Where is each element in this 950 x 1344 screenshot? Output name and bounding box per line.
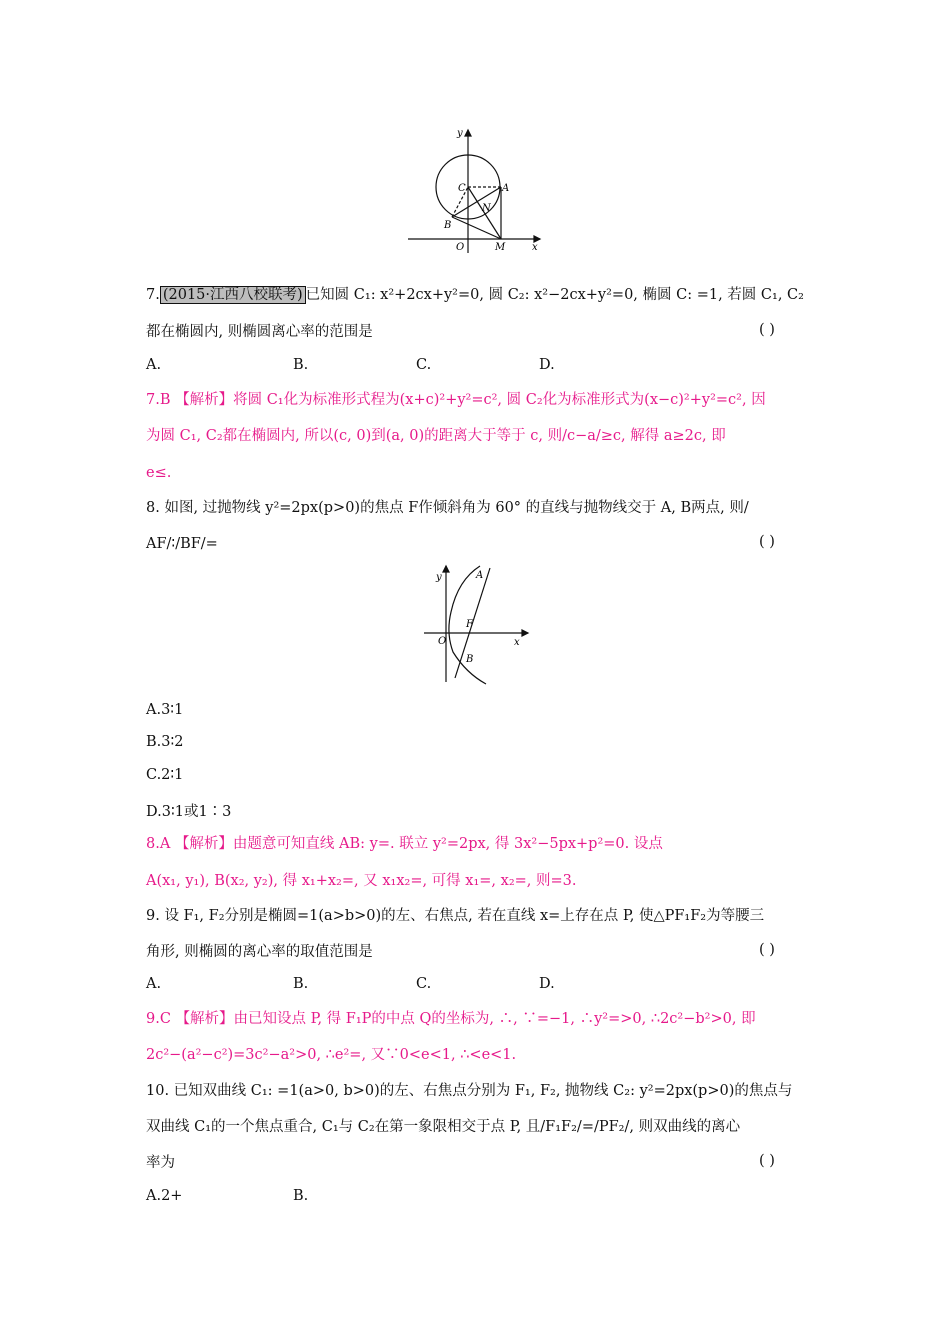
q7-option-d: D.: [539, 357, 555, 373]
label-a: A: [502, 183, 510, 194]
label-o: O: [438, 636, 447, 647]
q9-option-d: D.: [539, 976, 555, 992]
q10-stem3: 率为: [146, 1155, 175, 1171]
label-b: B: [466, 654, 474, 665]
q9-option-a: A.: [146, 976, 162, 992]
label-x: x: [514, 637, 520, 648]
label-o: O: [456, 242, 465, 253]
q7-answer-paren: ( ): [759, 322, 775, 338]
q7-stem-text: 已知圆 C₁: x²+2cx+y²=0, 圆 C₂: x²−2cx+y²=0, 椭圆 C: =1, 若圆 C₁, C₂: [305, 287, 804, 303]
circle-figure: [400, 118, 550, 258]
q10-answer-paren: ( ): [759, 1153, 775, 1169]
q7-stem2: 都在椭圆内, 则椭圆离心率的范围是: [146, 324, 373, 340]
q7-number: 7.: [146, 287, 160, 303]
q8-option-b: B.3∶2: [146, 734, 184, 750]
s9-line2: 2c²−(a²−c²)=3c²−a²>0, ∴e²=, 又∵0<e<1, ∴<e<1.: [146, 1047, 517, 1063]
q10-option-a: A.2+: [146, 1188, 183, 1204]
q8-option-a: A.3∶1: [146, 702, 184, 718]
q8-option-d: D.3∶1或1∶3: [146, 804, 232, 820]
s7-line3: e≤.: [146, 465, 172, 481]
label-x: x: [532, 242, 538, 253]
q9-stem: 9. 设 F₁, F₂分别是椭圆=1(a>b>0)的左、右焦点, 若在直线 x=上存在点 P, 使△PF₁F₂为等腰三: [146, 908, 765, 924]
q9-stem2: 角形, 则椭圆的离心率的取值范围是: [146, 944, 373, 960]
q8-stem2: AF/∶/BF/=: [146, 536, 218, 552]
q9-answer-paren: ( ): [759, 942, 775, 958]
s7-line1: 7.B 【解析】将圆 C₁化为标准形式程为(x+c)²+y²=c², 圆 C₂化为标准形式为(x−c)²+y²=c², 因: [146, 392, 766, 408]
s7-line2: 为圆 C₁, C₂都在椭圆内, 所以(c, 0)到(a, 0)的距离大于等于 c, 则/c−a/≥c, 解得 a≥2c, 即: [146, 428, 726, 444]
label-c: C: [458, 183, 466, 194]
q9-option-c: C.: [416, 976, 432, 992]
q8-option-c: C.2∶1: [146, 767, 184, 783]
s8-line2: A(x₁, y₁), B(x₂, y₂), 得 x₁+x₂=, 又 x₁x₂=, 可得 x₁=, x₂=, 则=3.: [146, 873, 577, 889]
label-n: N: [482, 203, 491, 214]
s9-line1: 9.C 【解析】由已知设点 P, 得 F₁P的中点 Q的坐标为, ∴, ∵=−1, ∴y²=>0, ∴2c²−b²>0, 即: [146, 1011, 756, 1027]
q10-stem2: 双曲线 C₁的一个焦点重合, C₁与 C₂在第一象限相交于点 P, 且/F₁F₂/=/PF₂/, 则双曲线的离心: [146, 1119, 741, 1135]
s8-line1: 8.A 【解析】由题意可知直线 AB: y=. 联立 y²=2px, 得 3x²−5px+p²=0. 设点: [146, 836, 663, 852]
parabola-figure: [418, 560, 538, 690]
q10-option-b: B.: [293, 1188, 309, 1204]
label-m: M: [495, 242, 506, 253]
q8-stem: 8. 如图, 过抛物线 y²=2px(p>0)的焦点 F作倾斜角为 60° 的直线与抛物线交于 A, B两点, 则/: [146, 500, 749, 516]
q10-stem: 10. 已知双曲线 C₁: =1(a>0, b>0)的左、右焦点分别为 F₁, F₂, 抛物线 C₂: y²=2px(p>0)的焦点与: [146, 1083, 793, 1099]
q9-option-b: B.: [293, 976, 309, 992]
label-b: B: [444, 220, 452, 231]
q7-source-tag: (2015·江西八校联考): [160, 286, 306, 304]
q7-option-b: B.: [293, 357, 309, 373]
label-f: F: [466, 619, 473, 630]
q8-answer-paren: ( ): [759, 534, 775, 550]
label-a: A: [476, 570, 484, 581]
q7-stem: [146, 285, 804, 305]
label-y: y: [457, 128, 463, 139]
q7-option-c: C.: [416, 357, 432, 373]
q7-option-a: A.: [146, 357, 162, 373]
label-y: y: [436, 572, 442, 583]
